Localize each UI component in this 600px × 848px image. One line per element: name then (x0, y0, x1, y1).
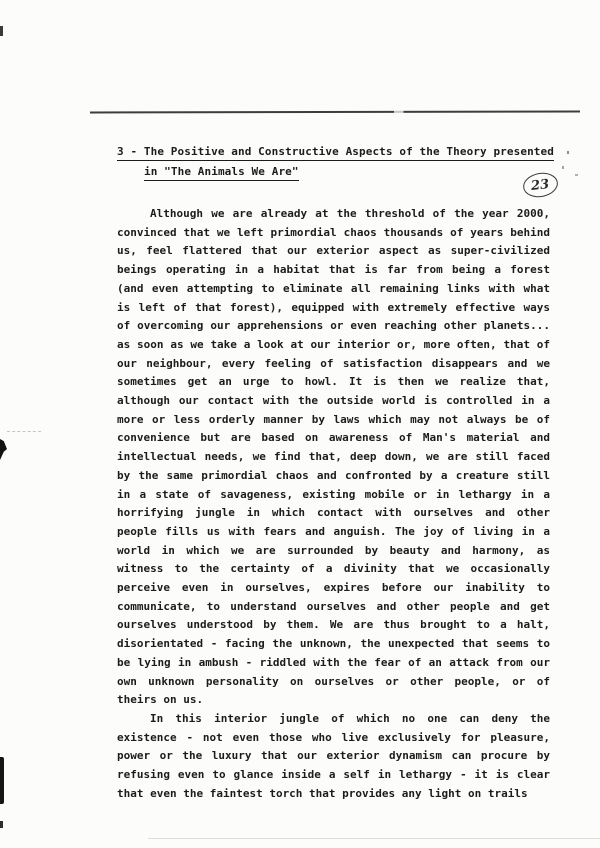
scan-artifact-blob (0, 439, 7, 460)
paragraph-1: Although we are already at the threshold of the year 2000, convinced that we left primordial chaos thousands of years behind us, feel flattered that our exterior aspect as super-civilized beings operating in a habitat that is far from being a forest (and even attempting to eliminate all remaining links with what is left of that forest), equipped with extremely effective ways of overcoming our apprehensions or even reaching other planets... as soon as we take a look at our interior or, more often, that of our neighbour, every feeling of satisfaction disappears and we sometimes get an urge to howl. It is then we realize that, although our contact with the outside world is controlled in a more or less orderly manner by laws which may not always be of convenience but are based on awareness of Man's material and intellectual needs, we find that, deep down, we are still faced by the same primordial chaos and confronted by a creature still in a state of savageness, existing mobile or in lethargy in a horrifying jungle in which contact with ourselves and other people fills us with fears and anguish. The joy of living in a world in which we are surrounded by beauty and harmony, as witness to the certainty of a divinity that we occasionally perceive even in ourselves, expires before our inability to communicate, to understand ourselves and other people and get ourselves understood by them. We are thus brought to a halt, disorientated - facing the unknown, the unexpected that seems to be lying in ambush - riddled with the fear of an attack from our own unknown personality on ourselves or other people, or of theirs on us. (117, 207, 550, 707)
bottom-faint-rule (148, 838, 600, 839)
heading-line-1: 3 - The Positive and Constructive Aspects of the Theory presented (117, 146, 554, 161)
top-horizontal-rule (90, 110, 580, 113)
scan-artifact-dot (0, 821, 3, 828)
paragraph-2: In this interior jungle of which no one can deny the existence - not even those who live exclusively for pleasure, power or the luxury that our exterior dynamism can procure by refusing even to glance inside a self in lethargy - it is clear that even the faintest torch that provides any light on trails (117, 711, 550, 800)
document-body (117, 205, 550, 804)
scan-speck (567, 151, 569, 154)
heading-line-2: in "The Animals We Are" (144, 166, 299, 181)
scan-artifact-dashes (7, 431, 41, 432)
scan-speck (562, 166, 564, 169)
scan-artifact-mark (0, 26, 3, 36)
section-heading (117, 146, 554, 181)
page-number: 23 (530, 176, 551, 194)
heading-row-1 (117, 146, 554, 161)
scan-artifact-strip (0, 757, 4, 804)
heading-row-2 (144, 166, 554, 181)
scan-speck (575, 174, 578, 176)
